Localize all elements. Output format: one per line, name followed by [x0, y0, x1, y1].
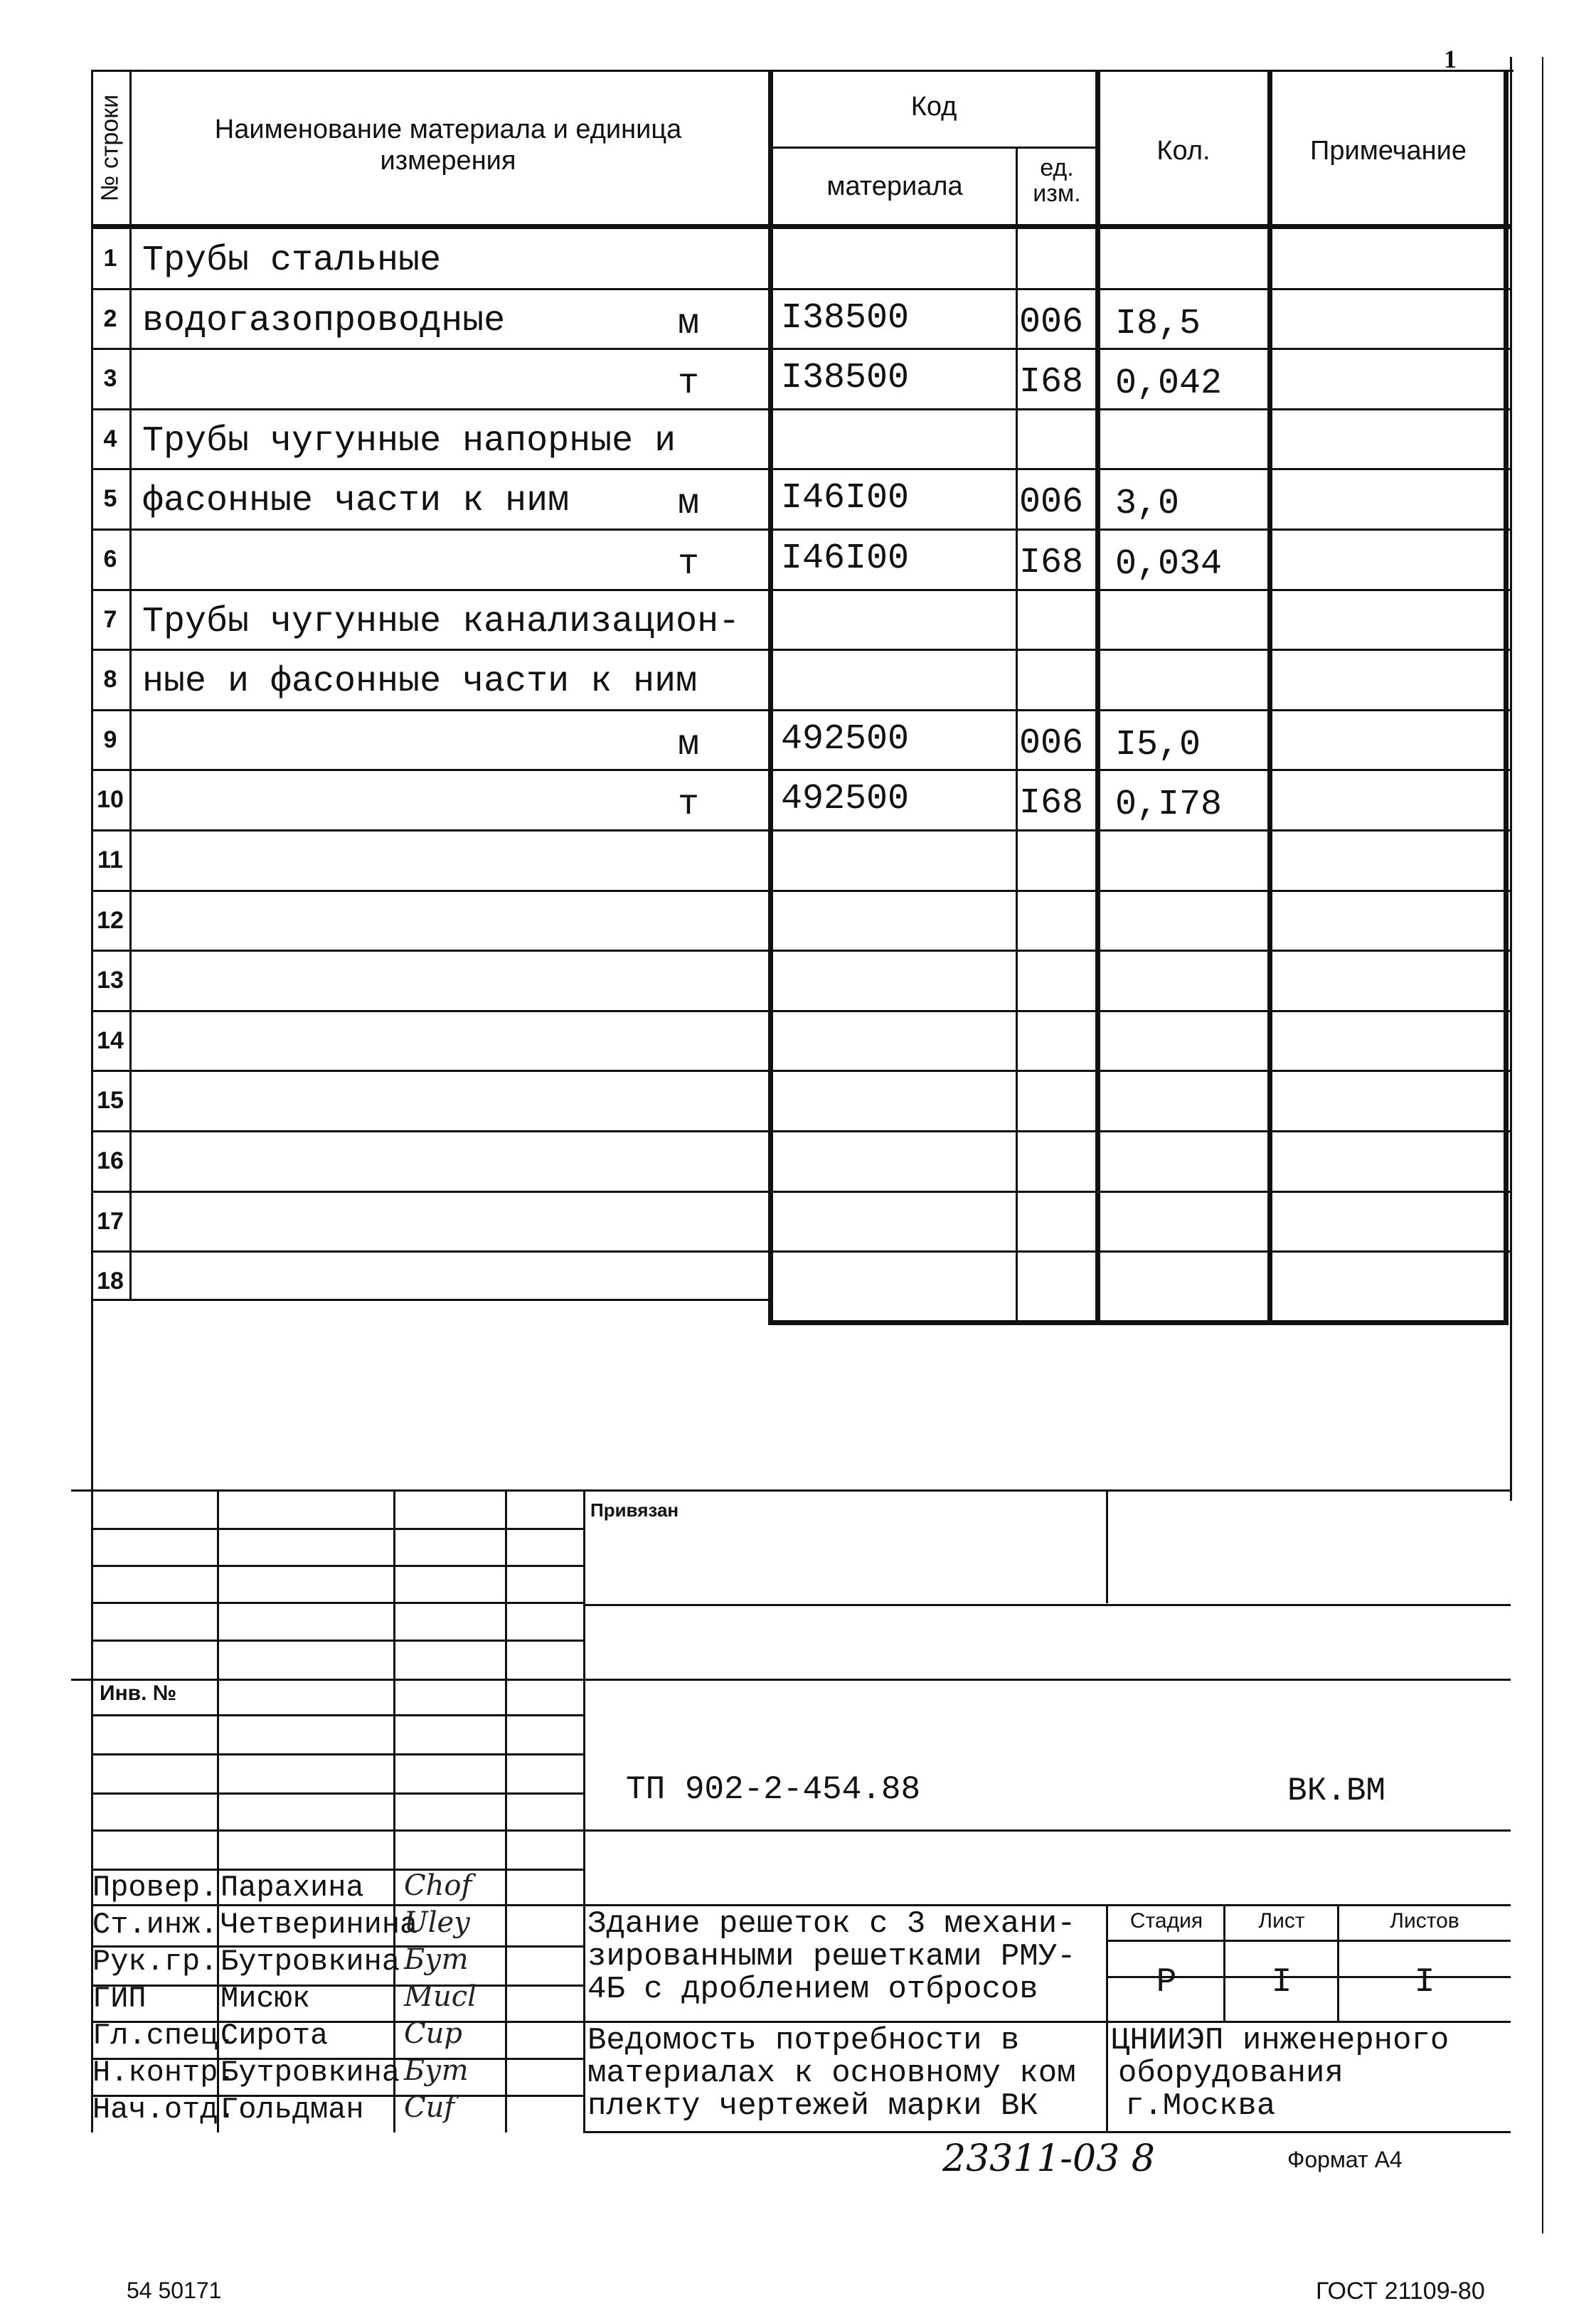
corner-mark: 1 [1444, 45, 1457, 73]
material-name: фасонные части к ним [142, 481, 570, 522]
staff-signature: Cuf [404, 2091, 455, 2124]
staff-signature: Uley [404, 1906, 470, 1939]
unit-of-measure: м [677, 484, 699, 525]
staff-role: Нач.отд. [92, 2093, 236, 2127]
signature-row [91, 2019, 583, 2056]
material-name: Трубы стальные [142, 240, 442, 281]
staff-name: Четверинина [220, 1908, 418, 1942]
row-number: 16 [97, 1147, 124, 1174]
quantity: I8,5 [1115, 303, 1201, 344]
unit-of-measure: т [677, 363, 699, 405]
table-row [91, 650, 1510, 711]
stage-value: Р [1156, 1963, 1177, 2002]
staff-signature: Сир [404, 2017, 462, 2050]
row-number: 15 [97, 1087, 124, 1115]
table-row [91, 711, 1510, 771]
table-row [91, 530, 1510, 590]
sheets-value: I [1414, 1963, 1435, 2002]
quantity: I5,0 [1115, 724, 1201, 765]
unit-code: I68 [1019, 543, 1084, 583]
material-code: 492500 [781, 779, 910, 820]
staff-signature: Chof [404, 1869, 472, 1902]
building-title: Здание решеток с 3 механи- зированными решетками РМУ- 4Б с дроблением отбросов [587, 1906, 1076, 2007]
row-number: 12 [97, 906, 124, 934]
row-number: 2 [103, 304, 117, 332]
row-number: 5 [103, 485, 117, 513]
table-row [91, 469, 1510, 530]
signature-row [91, 1945, 583, 1982]
row-number: 6 [103, 546, 117, 573]
quantity: 0,042 [1115, 363, 1223, 405]
sheet-value: I [1271, 1963, 1292, 2002]
unit-of-measure: т [677, 785, 699, 826]
material-name: Трубы чугунные канализацион- [142, 601, 740, 642]
material-code: I46I00 [781, 538, 910, 579]
table-row [91, 590, 1510, 651]
row-number: 11 [97, 846, 123, 873]
row-number: 3 [103, 365, 117, 393]
quantity: 3,0 [1115, 484, 1180, 525]
signature-row [91, 2056, 583, 2093]
table-row [91, 289, 1510, 350]
unit-of-measure: м [677, 724, 699, 765]
row-number: 13 [97, 967, 124, 994]
signature-row [91, 1982, 583, 2019]
code-column-header: Код [910, 92, 957, 122]
unit-of-measure: т [677, 544, 699, 585]
table-row [91, 1132, 1510, 1192]
staff-name: Бутровкина [220, 2056, 400, 2090]
signature-row [91, 1871, 583, 1908]
material-code: 492500 [781, 718, 910, 760]
staff-role: ГИП [92, 1982, 147, 2016]
row-number: 9 [103, 726, 117, 753]
staff-signature: Muсl [404, 1980, 477, 2013]
row-number: 10 [97, 786, 124, 814]
table-row [91, 951, 1510, 1011]
name-column-header: Наименование материала и единица измерения [214, 115, 682, 176]
staff-name: Бутровкина [220, 1945, 400, 1979]
staff-role: Провер. [92, 1871, 218, 1905]
document-title: Ведомость потребности в материалах к основному ком плекту чертежей марки ВК [587, 2023, 1076, 2124]
unit-code: 006 [1019, 723, 1084, 764]
sheets-label: Листов [1390, 1909, 1459, 1933]
bottom-left-code: 54 50171 [127, 2278, 222, 2303]
row-number: 18 [97, 1268, 124, 1295]
gost-label: ГОСТ 21109-80 [1316, 2278, 1485, 2305]
material-name: водогазопроводные [142, 300, 506, 341]
table-row [91, 770, 1510, 831]
staff-role: Гл.спец. [92, 2019, 236, 2053]
material-code: I38500 [781, 297, 910, 339]
code-material-header: материала [826, 171, 963, 201]
format-label: Формат А4 [1287, 2147, 1403, 2172]
privyazan-label: Привязан [590, 1499, 679, 1521]
row-number-header: № строки [96, 94, 124, 201]
unit-code: 006 [1019, 482, 1084, 524]
quantity: 0,I78 [1115, 785, 1223, 826]
staff-role: Ст.инж. [92, 1908, 218, 1942]
table-row [91, 410, 1510, 470]
material-code: I38500 [781, 358, 910, 399]
row-number: 14 [97, 1026, 124, 1054]
material-name: ные и фасонные части к ним [142, 662, 698, 703]
table-row [91, 831, 1510, 891]
document-mark: ВК.ВМ [1287, 1773, 1386, 1810]
staff-signature: Бут [404, 1943, 469, 1976]
unit-code: I68 [1019, 362, 1084, 403]
staff-role: Рук.гр. [92, 1945, 218, 1979]
inventory-number-label: Инв. № [100, 1682, 177, 1705]
staff-name: Мисюк [220, 1982, 311, 2016]
quantity: 0,034 [1115, 544, 1223, 585]
note-column-header: Примечание [1310, 136, 1467, 166]
table-row [91, 349, 1510, 410]
row-number: 4 [103, 425, 117, 452]
material-code: I46I00 [781, 478, 910, 519]
table-row [91, 1192, 1510, 1253]
row-number: 1 [103, 245, 117, 272]
code-unit-header: ед. изм. [1033, 154, 1081, 207]
table-row [91, 1071, 1510, 1132]
unit-code: 006 [1019, 302, 1084, 343]
stage-label: Стадия [1129, 1909, 1203, 1933]
material-name: Трубы чугунные напорные и [142, 420, 676, 462]
row-number: 17 [97, 1207, 124, 1235]
staff-name: Гольдман [220, 2093, 364, 2127]
row-number: 7 [103, 605, 117, 633]
qty-column-header: Кол. [1156, 136, 1211, 166]
table-row [91, 891, 1510, 952]
table-row [91, 1252, 1510, 1312]
unit-code: I68 [1019, 783, 1084, 824]
staff-name: Парахина [220, 1871, 364, 1905]
staff-signature: Бут [404, 2054, 469, 2087]
signature-row [91, 2093, 583, 2130]
staff-role: Н.контр. [92, 2056, 236, 2090]
table-row [91, 1011, 1510, 1072]
table-row [91, 229, 1510, 289]
unit-of-measure: м [677, 303, 699, 344]
row-number: 8 [103, 666, 117, 694]
organization: ЦНИИЭП инженерного оборудования г.Москва [1111, 2023, 1449, 2124]
handwritten-number: 23311-03 8 [942, 2137, 1155, 2180]
sheet-label: Лист [1258, 1909, 1305, 1933]
document-code: ТП 902-2-454.88 [626, 1771, 921, 1808]
signature-row [91, 1908, 583, 1945]
staff-name: Сирота [220, 2019, 329, 2053]
